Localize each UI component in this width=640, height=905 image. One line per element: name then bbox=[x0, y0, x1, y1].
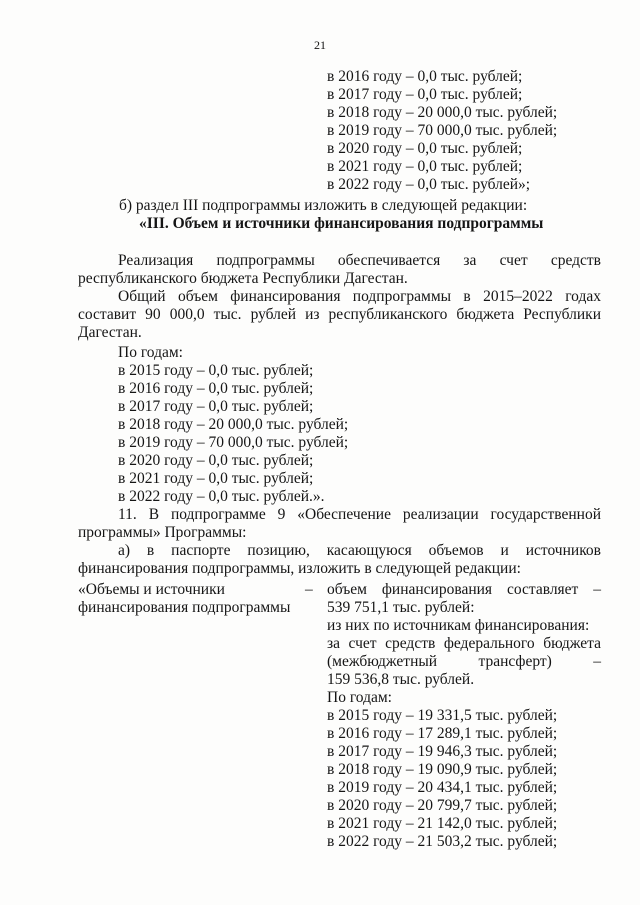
table-label: «Объемы и источники bbox=[78, 581, 225, 598]
table-value-line: объем финансирования составляет – bbox=[327, 581, 601, 598]
year-line: в 2017 году – 19 946,3 тыс. рублей; bbox=[327, 743, 558, 760]
paragraph-line: республиканского бюджета Республики Дагестан. bbox=[78, 270, 408, 287]
year-line: в 2018 году – 20 000,0 тыс. рублей; bbox=[327, 104, 558, 121]
year-line: в 2022 году – 0,0 тыс. рублей»; bbox=[327, 176, 531, 193]
paragraph-line: Дагестан. bbox=[78, 324, 142, 341]
table-label: финансирования подпрограммы bbox=[78, 599, 291, 616]
year-line: в 2018 году – 20 000,0 тыс. рублей; bbox=[118, 416, 349, 433]
paragraph-line: финансирования подпрограммы, изложить в следующей редакции: bbox=[78, 560, 521, 577]
year-line: в 2019 году – 20 434,1 тыс. рублей; bbox=[327, 779, 558, 796]
year-line: в 2016 году – 17 289,1 тыс. рублей; bbox=[327, 725, 558, 742]
section-heading: «III. Объем и источники финансирования подпрограммы bbox=[139, 215, 544, 232]
paragraph-line: Реализация подпрограммы обеспечивается за счет средств bbox=[118, 252, 601, 269]
year-line: в 2015 году – 19 331,5 тыс. рублей; bbox=[327, 707, 558, 724]
by-years-label: По годам: bbox=[118, 344, 183, 361]
table-value-line: из них по источникам финансирования: bbox=[327, 617, 590, 634]
paragraph-line: 11. В подпрограмме 9 «Обеспечение реализации государственной bbox=[118, 506, 601, 523]
year-line: в 2016 году – 0,0 тыс. рублей; bbox=[118, 380, 314, 397]
year-line: в 2020 году – 0,0 тыс. рублей; bbox=[327, 140, 523, 157]
table-value-line: 539 751,1 тыс. рублей: bbox=[327, 599, 475, 616]
year-line: в 2020 году – 20 799,7 тыс. рублей; bbox=[327, 797, 558, 814]
table-value-line: (межбюджетный трансферт) – bbox=[327, 653, 601, 670]
year-line: в 2019 году – 70 000,0 тыс. рублей; bbox=[327, 122, 558, 139]
year-line: в 2022 году – 0,0 тыс. рублей.». bbox=[118, 488, 325, 505]
paragraph-line: составит 90 000,0 тыс. рублей из республиканского бюджета Республики bbox=[78, 306, 601, 323]
page-number: 21 bbox=[314, 38, 326, 52]
year-line: в 2022 году – 21 503,2 тыс. рублей; bbox=[327, 833, 558, 850]
item-b-text: б) раздел III подпрограммы изложить в следующей редакции: bbox=[119, 197, 528, 214]
year-line: в 2021 году – 21 142,0 тыс. рублей; bbox=[327, 815, 558, 832]
year-line: в 2017 году – 0,0 тыс. рублей; bbox=[118, 398, 314, 415]
paragraph-line: а) в паспорте позицию, касающуюся объемов и источников bbox=[118, 542, 601, 559]
by-years-label: По годам: bbox=[327, 689, 392, 706]
year-line: в 2018 году – 19 090,9 тыс. рублей; bbox=[327, 761, 558, 778]
table-value-line: за счет средств федерального бюджета bbox=[327, 635, 601, 652]
year-line: в 2019 году – 70 000,0 тыс. рублей; bbox=[118, 434, 349, 451]
paragraph-line: программы» Программы: bbox=[78, 524, 247, 541]
year-line: в 2021 году – 0,0 тыс. рублей; bbox=[118, 470, 314, 487]
table-dash: – bbox=[305, 581, 313, 598]
year-line: в 2021 году – 0,0 тыс. рублей; bbox=[327, 158, 523, 175]
table-value-line: 159 536,8 тыс. рублей. bbox=[327, 671, 475, 688]
paragraph-line: Общий объем финансирования подпрограммы в 2015–2022 годах bbox=[118, 288, 601, 305]
year-line: в 2015 году – 0,0 тыс. рублей; bbox=[118, 362, 314, 379]
year-line: в 2016 году – 0,0 тыс. рублей; bbox=[327, 68, 523, 85]
year-line: в 2020 году – 0,0 тыс. рублей; bbox=[118, 452, 314, 469]
year-line: в 2017 году – 0,0 тыс. рублей; bbox=[327, 86, 523, 103]
